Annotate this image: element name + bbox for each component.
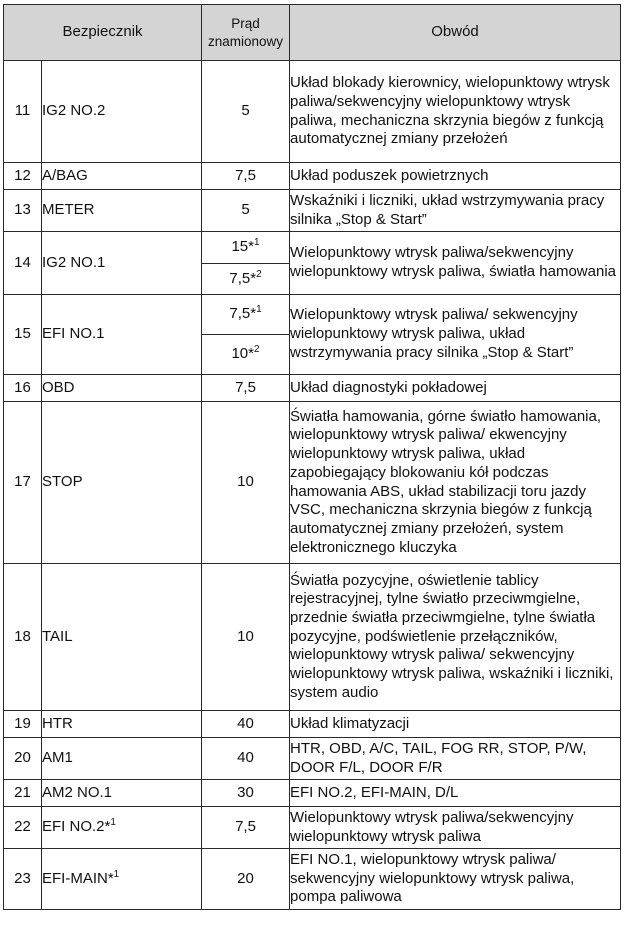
- table-row: [4, 402, 621, 564]
- table-row: [4, 564, 621, 711]
- footnote-marker: 1: [110, 817, 116, 829]
- fuse-name: AM2 NO.1: [42, 780, 202, 807]
- fuse-name: HTR: [42, 711, 202, 738]
- fuse-rating: 10: [202, 564, 290, 711]
- fuse-name: AM1: [42, 738, 202, 780]
- fuse-name: [42, 807, 202, 849]
- footnote-marker: 1: [256, 304, 262, 316]
- header-rated-current: [202, 5, 290, 61]
- table-row: [4, 711, 621, 738]
- table-row: [4, 738, 621, 780]
- fuse-rating-variant-2: [202, 264, 290, 295]
- fuse-rating: 7,5: [202, 163, 290, 190]
- rating-value: 7,5*: [229, 305, 257, 323]
- header-fuse: Bezpiecznik: [4, 5, 202, 61]
- fuse-circuit: Układ klimatyzacji: [290, 711, 621, 738]
- fuse-circuit: Wskaźniki i liczniki, układ wstrzymywania pracy silnika „Stop & Start”: [290, 190, 621, 232]
- table-row: [4, 849, 621, 910]
- table-row: [4, 780, 621, 807]
- fuse-rating: 7,5: [202, 375, 290, 402]
- fuse-name: TAIL: [42, 564, 202, 711]
- fuse-name: STOP: [42, 402, 202, 564]
- fuse-number: 15: [4, 295, 42, 375]
- fuse-circuit: Układ blokady kierownicy, wielopunktowy wtrysk paliwa/sekwencyjny wielopunktowy wtrysk paliwa, mechaniczna skrzynia biegów z funkcją automatycznej zmiany przełożeń: [290, 61, 621, 163]
- footnote-marker: 2: [256, 268, 262, 280]
- table-row: [4, 807, 621, 849]
- fuse-rating-variant-1: [202, 232, 290, 264]
- table-row: [4, 375, 621, 402]
- fuse-name: IG2 NO.2: [42, 61, 202, 163]
- fuse-rating: 5: [202, 190, 290, 232]
- footnote-marker: 2: [254, 344, 260, 356]
- fuse-rating: 5: [202, 61, 290, 163]
- rating-value: 10*: [231, 345, 254, 363]
- fuse-rating: 40: [202, 738, 290, 780]
- fuse-rating: 20: [202, 849, 290, 910]
- rating-value: 15*: [231, 238, 254, 256]
- fuse-name: [42, 849, 202, 910]
- table-row: [4, 295, 621, 335]
- fuse-name: EFI NO.1: [42, 295, 202, 375]
- fuse-rating: 10: [202, 402, 290, 564]
- rating-value: 7,5*: [229, 269, 257, 287]
- fuse-table: [3, 4, 621, 910]
- fuse-circuit: Wielopunktowy wtrysk paliwa/sekwencyjny wielopunktowy wtrysk paliwa, światła hamowania: [290, 232, 621, 295]
- fuse-name-text: EFI NO.2*: [42, 818, 111, 836]
- fuse-number: 14: [4, 232, 42, 295]
- fuse-number: 17: [4, 402, 42, 564]
- table-row: [4, 232, 621, 264]
- table-row: [4, 190, 621, 232]
- fuse-circuit: EFI NO.2, EFI-MAIN, D/L: [290, 780, 621, 807]
- fuse-name: OBD: [42, 375, 202, 402]
- fuse-circuit: Wielopunktowy wtrysk paliwa/ sekwencyjny wielopunktowy wtrysk paliwa, układ wstrzymywania pracy silnika „Stop & Start”: [290, 295, 621, 375]
- footnote-marker: 1: [113, 868, 120, 880]
- fuse-circuit: EFI NO.1, wielopunktowy wtrysk paliwa/ sekwencyjny wielopunktowy wtrysk paliwa, pompa paliwowa: [290, 849, 621, 910]
- fuse-circuit: Układ diagnostyki pokładowej: [290, 375, 621, 402]
- fuse-name: A/BAG: [42, 163, 202, 190]
- fuse-circuit: Wielopunktowy wtrysk paliwa/sekwencyjny wielopunktowy wtrysk paliwa: [290, 807, 621, 849]
- fuse-rating: 7,5: [202, 807, 290, 849]
- fuse-circuit: HTR, OBD, A/C, TAIL, FOG RR, STOP, P/W, DOOR F/L, DOOR F/R: [290, 738, 621, 780]
- fuse-number: 22: [4, 807, 42, 849]
- fuse-number: 12: [4, 163, 42, 190]
- table-row: [4, 61, 621, 163]
- fuse-rating-variant-2: [202, 335, 290, 375]
- header-circuit: Obwód: [290, 5, 621, 61]
- fuse-rating-variant-1: [202, 295, 290, 335]
- fuse-circuit: Układ poduszek powietrznych: [290, 163, 621, 190]
- fuse-name-text: EFI-MAIN*: [42, 869, 114, 887]
- fuse-rating: 30: [202, 780, 290, 807]
- fuse-number: 21: [4, 780, 42, 807]
- table-row: [4, 163, 621, 190]
- header-row: [4, 5, 621, 61]
- footnote-marker: 1: [254, 237, 260, 249]
- fuse-number: 19: [4, 711, 42, 738]
- fuse-number: 13: [4, 190, 42, 232]
- fuse-rating: 40: [202, 711, 290, 738]
- fuse-circuit: Światła hamowania, górne światło hamowania, wielopunktowy wtrysk paliwa/ ekwencyjny wielopunktowy wtrysk paliwa, układ zapobiegający blokowaniu kół podczas hamowania ABS, układ stabilizacji toru jazdy VSC, mechaniczna skrzynia biegów z funkcją automatycznej zmiany przełożeń, system elektronicznego kluczyka: [290, 402, 621, 564]
- fuse-number: 18: [4, 564, 42, 711]
- fuse-number: 20: [4, 738, 42, 780]
- fuse-number: 11: [4, 61, 42, 163]
- fuse-name: IG2 NO.1: [42, 232, 202, 295]
- header-rated-current-line1: Prąd: [231, 15, 260, 31]
- fuse-circuit: Światła pozycyjne, oświetlenie tablicy rejestracyjnej, tylne światło przeciwmgielne, przednie światła przeciwmgielne, tylne światła pozycyjne, podświetlenie przełączników, wielopunktowy wtrysk paliwa/ sekwencyjny wielopunktowy wtrysk paliwa, wskaźniki i liczniki, system audio: [290, 564, 621, 711]
- header-rated-current-line2: znamionowy: [207, 33, 284, 49]
- fuse-name: METER: [42, 190, 202, 232]
- fuse-number: 16: [4, 375, 42, 402]
- fuse-number: 23: [4, 849, 42, 910]
